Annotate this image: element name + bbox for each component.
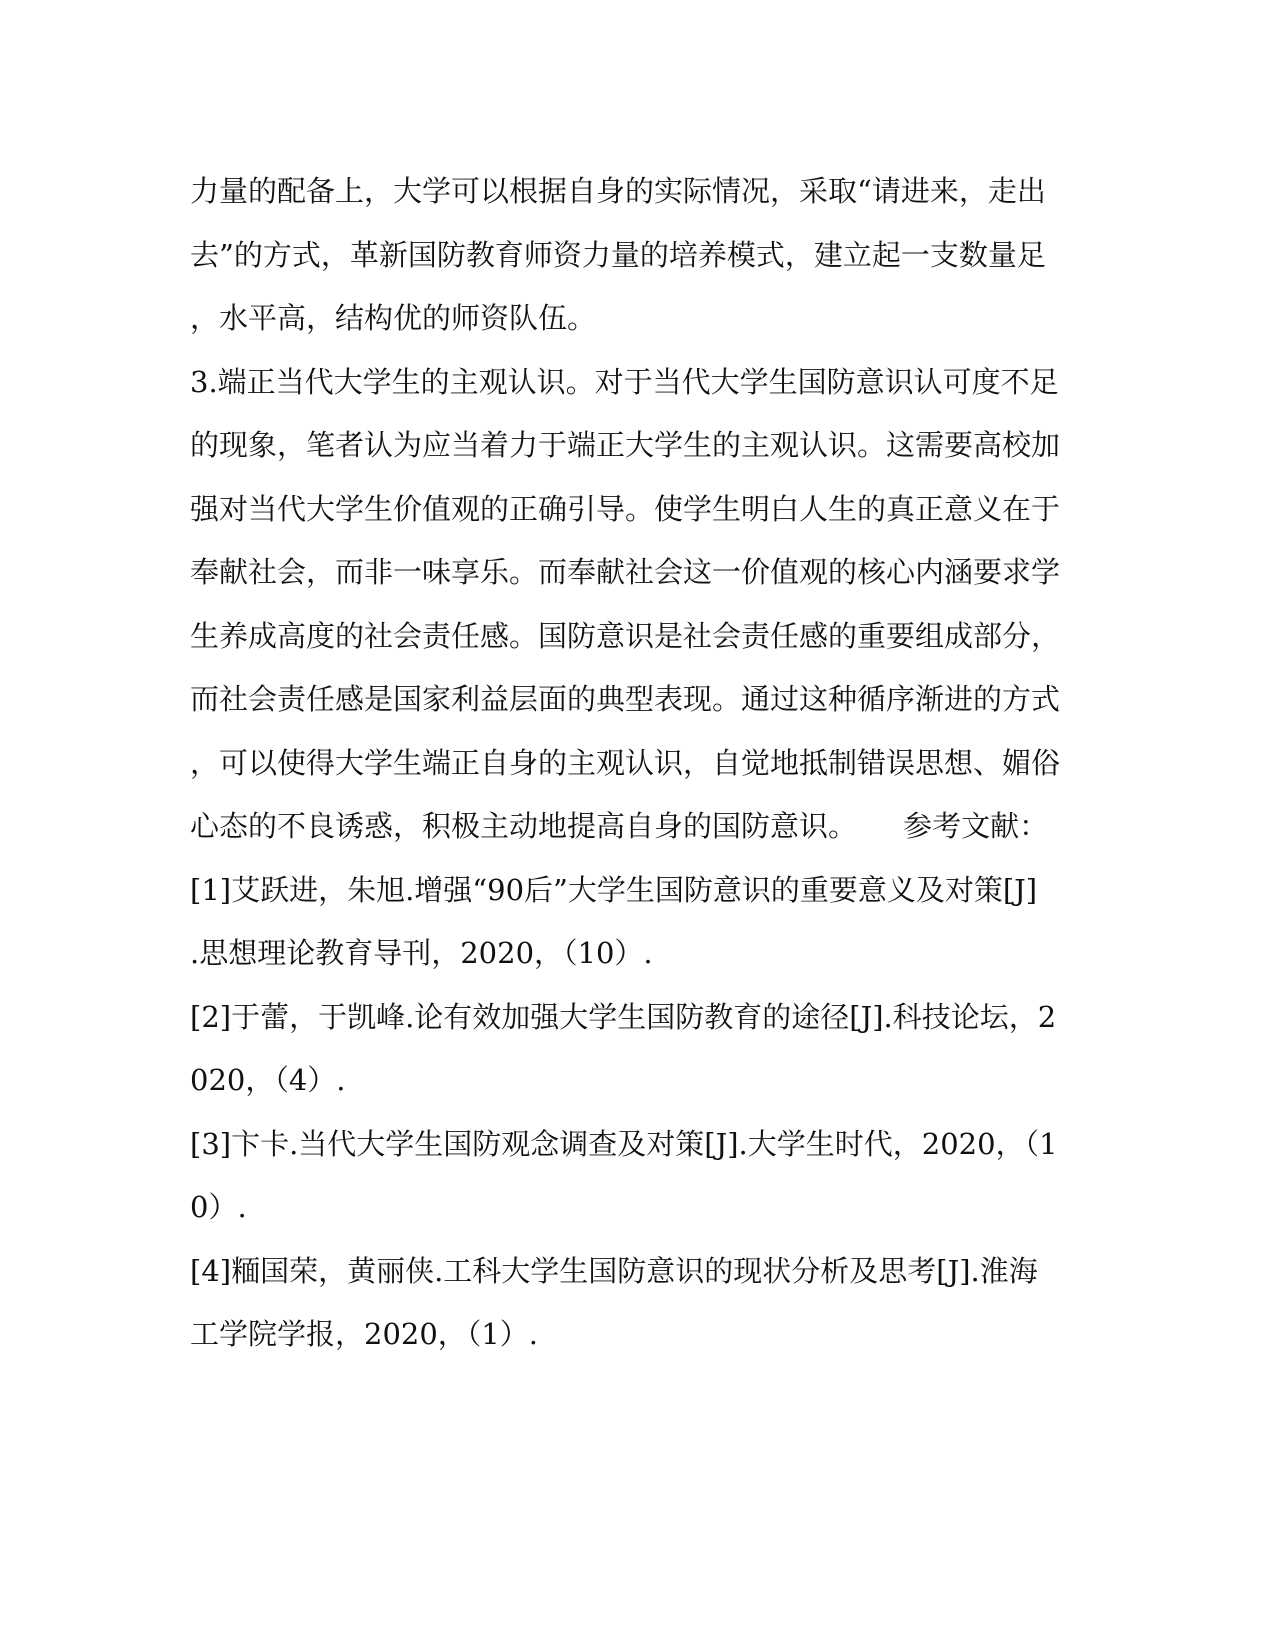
reference-line: 020，（4）. — [190, 1063, 346, 1097]
reference-line: [2]于蕾，于凯峰.论有效加强大学生国防教育的途径[J].科技论坛，2 — [190, 999, 1057, 1034]
reference-line: [4]糆国荣，黄丽侠.工科大学生国防意识的现状分析及思考[J].淮海 — [190, 1253, 1038, 1288]
text-line: 生养成高度的社会责任感。国防意识是社会责任感的重要组成部分， — [190, 618, 1061, 653]
text-line: 而社会责任感是国家利益层面的典型表现。通过这种循序渐进的方式 — [190, 682, 1061, 716]
reference-line: 工学院学报，2020，（1）. — [190, 1317, 538, 1351]
reference-line: [3]卞卡.当代大学生国防观念调查及对策[J].大学生时代，2020，（1 — [190, 1126, 1058, 1161]
body-text — [190, 160, 1090, 1367]
text-line: 心态的不良诱惑，积极主动地提高自身的国防意识。 参考文献： — [190, 809, 1049, 843]
text-line: ，水平高，结构优的师资队伍。 — [190, 301, 597, 335]
text-line: 强对当代大学生价值观的正确引导。使学生明白人生的真正意义在于 — [190, 491, 1061, 526]
reference-line: [1]艾跃进，朱旭.增强“90后”大学生国防意识的重要意义及对策[J] — [190, 872, 1038, 907]
reference-line: 0）. — [190, 1190, 247, 1224]
text-line: ，可以使得大学生端正自身的主观认识，自觉地抵制错误思想、媚俗 — [190, 745, 1061, 780]
text-line: 奉献社会，而非一味享乐。而奉献社会这一价值观的核心内涵要求学 — [190, 555, 1061, 589]
text-line: 3.端正当代大学生的主观认识。对于当代大学生国防意识认可度不足 — [190, 364, 1059, 399]
reference-line: .思想理论教育导刊，2020，（10）. — [190, 936, 653, 970]
text-line: 去”的方式，革新国防教育师资力量的培养模式，建立起一支数量足 — [190, 237, 1046, 272]
text-line: 力量的配备上，大学可以根据自身的实际情况，采取“请进来，走出 — [190, 174, 1046, 208]
text-line: 的现象，笔者认为应当着力于端正大学生的主观认识。这需要高校加 — [190, 428, 1061, 462]
